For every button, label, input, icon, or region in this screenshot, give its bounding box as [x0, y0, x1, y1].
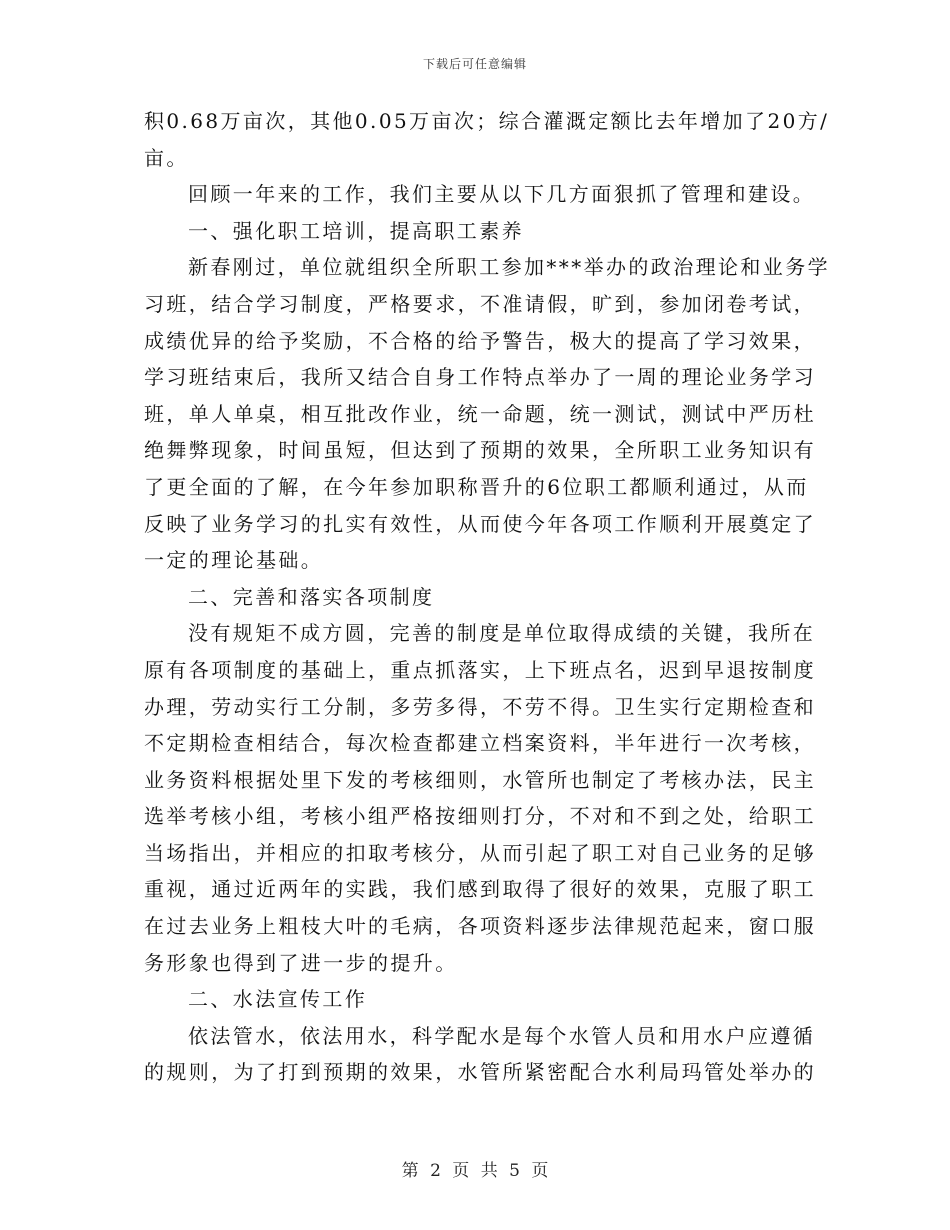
text-line: 班，单人单桌，相互批改作业，统一命题，统一测试，测试中严历杜 — [144, 401, 816, 426]
text-line: 选举考核小组，考核小组严格按细则打分，不对和不到之处，给职工 — [144, 804, 816, 829]
text-line: 新春刚过，单位就组织全所职工参加***举办的政治理论和业务学 — [188, 255, 830, 280]
text-line: 反映了业务学习的扎实有效性，从而使今年各项工作顺利开展奠定了 — [144, 511, 816, 536]
text-line: 二、完善和落实各项制度 — [188, 584, 435, 609]
text-line: 积0.68万亩次，其他0.05万亩次；综合灌溉定额比去年增加了20方/ — [144, 109, 830, 133]
text-line: 在过去业务上粗枝大叶的毛病，各项资料逐步法律规范起来，窗口服 — [144, 914, 816, 939]
text-line: 回顾一年来的工作，我们主要从以下几方面狠抓了管理和建设。 — [188, 182, 816, 207]
text-line: 绝舞弊现象，时间虽短，但达到了预期的效果，全所职工业务知识有 — [144, 438, 816, 463]
text-line: 没有规矩不成方圆，完善的制度是单位取得成绩的关键，我所在 — [188, 621, 816, 646]
text-line: 习班，结合学习制度，严格要求，不准请假，旷到，参加闭卷考试， — [144, 291, 816, 316]
text-line: 办理，劳动实行工分制，多劳多得，不劳不得。卫生实行定期检查和 — [144, 694, 816, 719]
text-line: 业务资料根据处里下发的考核细则，水管所也制定了考核办法，民主 — [144, 767, 816, 792]
text-line: 了更全面的了解，在今年参加职称晋升的6位职工都顺利通过，从而 — [144, 474, 809, 499]
text-line: 学习班结束后，我所又结合自身工作特点举办了一周的理论业务学习 — [144, 365, 816, 390]
text-line: 一定的理论基础。 — [144, 548, 324, 573]
text-line: 成绩优异的给予奖励，不合格的给予警告，极大的提高了学习效果， — [144, 328, 816, 353]
text-line: 不定期检查相结合，每次检查都建立档案资料，半年进行一次考核， — [144, 731, 816, 756]
text-line: 一、强化职工培训，提高职工素养 — [188, 218, 524, 243]
text-line: 二、水法宣传工作 — [188, 987, 368, 1012]
text-line: 重视，通过近两年的实践，我们感到取得了很好的效果，克服了职工 — [144, 877, 816, 902]
text-line: 原有各项制度的基础上，重点抓落实，上下班点名，迟到早退按制度 — [144, 657, 816, 682]
text-line: 亩。 — [144, 145, 189, 170]
document-body — [144, 103, 830, 1091]
page-header: 下载后可任意编辑 — [422, 57, 527, 71]
text-line: 当场指出，并相应的扣取考核分，从而引起了职工对自己业务的足够 — [144, 840, 816, 865]
text-line: 的规则，为了打到预期的效果，水管所紧密配合水利局玛管处举办的 — [144, 1060, 816, 1085]
text-line: 依法管水，依法用水，科学配水是每个水管人员和用水户应遵循 — [188, 1023, 816, 1048]
page-footer: 第 2 页 共 5 页 — [401, 1161, 549, 1181]
text-line: 务形象也得到了进一步的提升。 — [144, 950, 458, 975]
